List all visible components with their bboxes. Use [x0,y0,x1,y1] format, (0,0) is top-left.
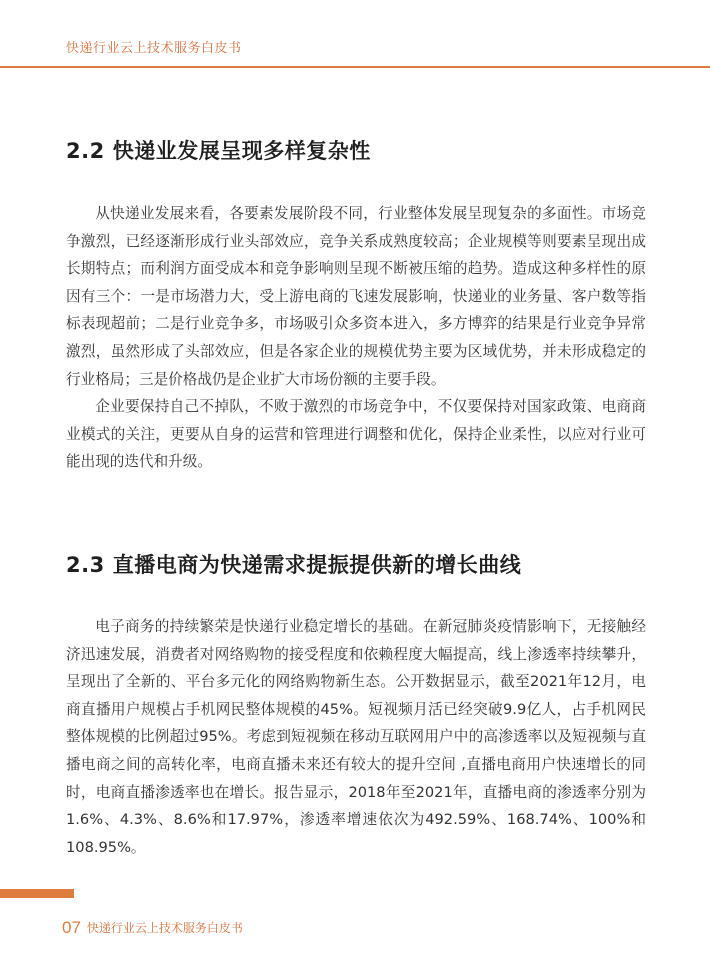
paragraph: 企业要保持自己不掉队，不败于激烈的市场竞争中，不仅要保持对国家政策、电商商业模式的关注，更要从自身的运营和管理进行调整和优化，保持企业柔性，以应对行业可能出现的迭代和升级。 [66,398,646,471]
section-2-2-body [66,200,646,476]
footer-title: 快递行业云上技术服务白皮书 [86,921,243,935]
section-2-3-body [66,613,646,861]
page-footer [62,917,243,938]
section-number: 2.2 [66,139,105,163]
footer-accent-bar [0,889,74,898]
section-heading-2-2 [66,135,371,165]
section-heading-2-3 [66,549,521,579]
page-number: 07 [62,917,81,937]
section-title: 直播电商为快递需求提振提供新的增长曲线 [112,553,522,577]
paragraph: 从快递业发展来看，各要素发展阶段不同，行业整体发展呈现复杂的多面性。市场竞争激烈，已经逐渐形成行业头部效应，竞争关系成熟度较高；企业规模等则要素呈现出成长期特点；而利润方面受成本和竞争影响则呈现不断被压缩的趋势。造成这种多样性的原因有三个：一是市场潜力大，受上游电商的飞速发展影响，快递业的业务量、客户数等指标表现超前；二是行业竞争多，市场吸引众多资本进入，多方博弈的结果是行业竞争异常激烈，虽然形成了头部效应，但是各家企业的规模优势主要为区域优势，并未形成稳定的行业格局；三是价格战仍是企业扩大市场份额的主要手段。 [66,205,646,388]
section-title: 快递业发展呈现多样复杂性 [112,139,371,163]
running-header-title: 快递行业云上技术服务白皮书 [66,41,242,56]
section-number: 2.3 [66,553,105,577]
paragraph: 电子商务的持续繁荣是快递行业稳定增长的基础。在新冠肺炎疫情影响下，无接触经济迅速发展，消费者对网络购物的接受程度和依赖程度大幅提高，线上渗透率持续攀升，呈现出了全新的、平台多元化的网络购物新生态。公开数据显示，截至2021年12月，电商直播用户规模占手机网民整体规模的45%。短视频月活已经突破9.9亿人，占手机网民整体规模的比例超过95%。考虑到短视频在移动互联网用户中的高渗透率以及短视频与直播电商之间的高转化率，电商直播未来还有较大的提升空间 ,直播电商用户快速增长的同时，电商直播渗透率也在增长。报告显示，2018年至2021年，直播电商的渗透率分别为1.6%、4.3%、8.6%和17.97%，渗透率增速依次为492.59%、168.74%、100%和108.95%。 [66,618,646,856]
header-divider [0,66,710,68]
